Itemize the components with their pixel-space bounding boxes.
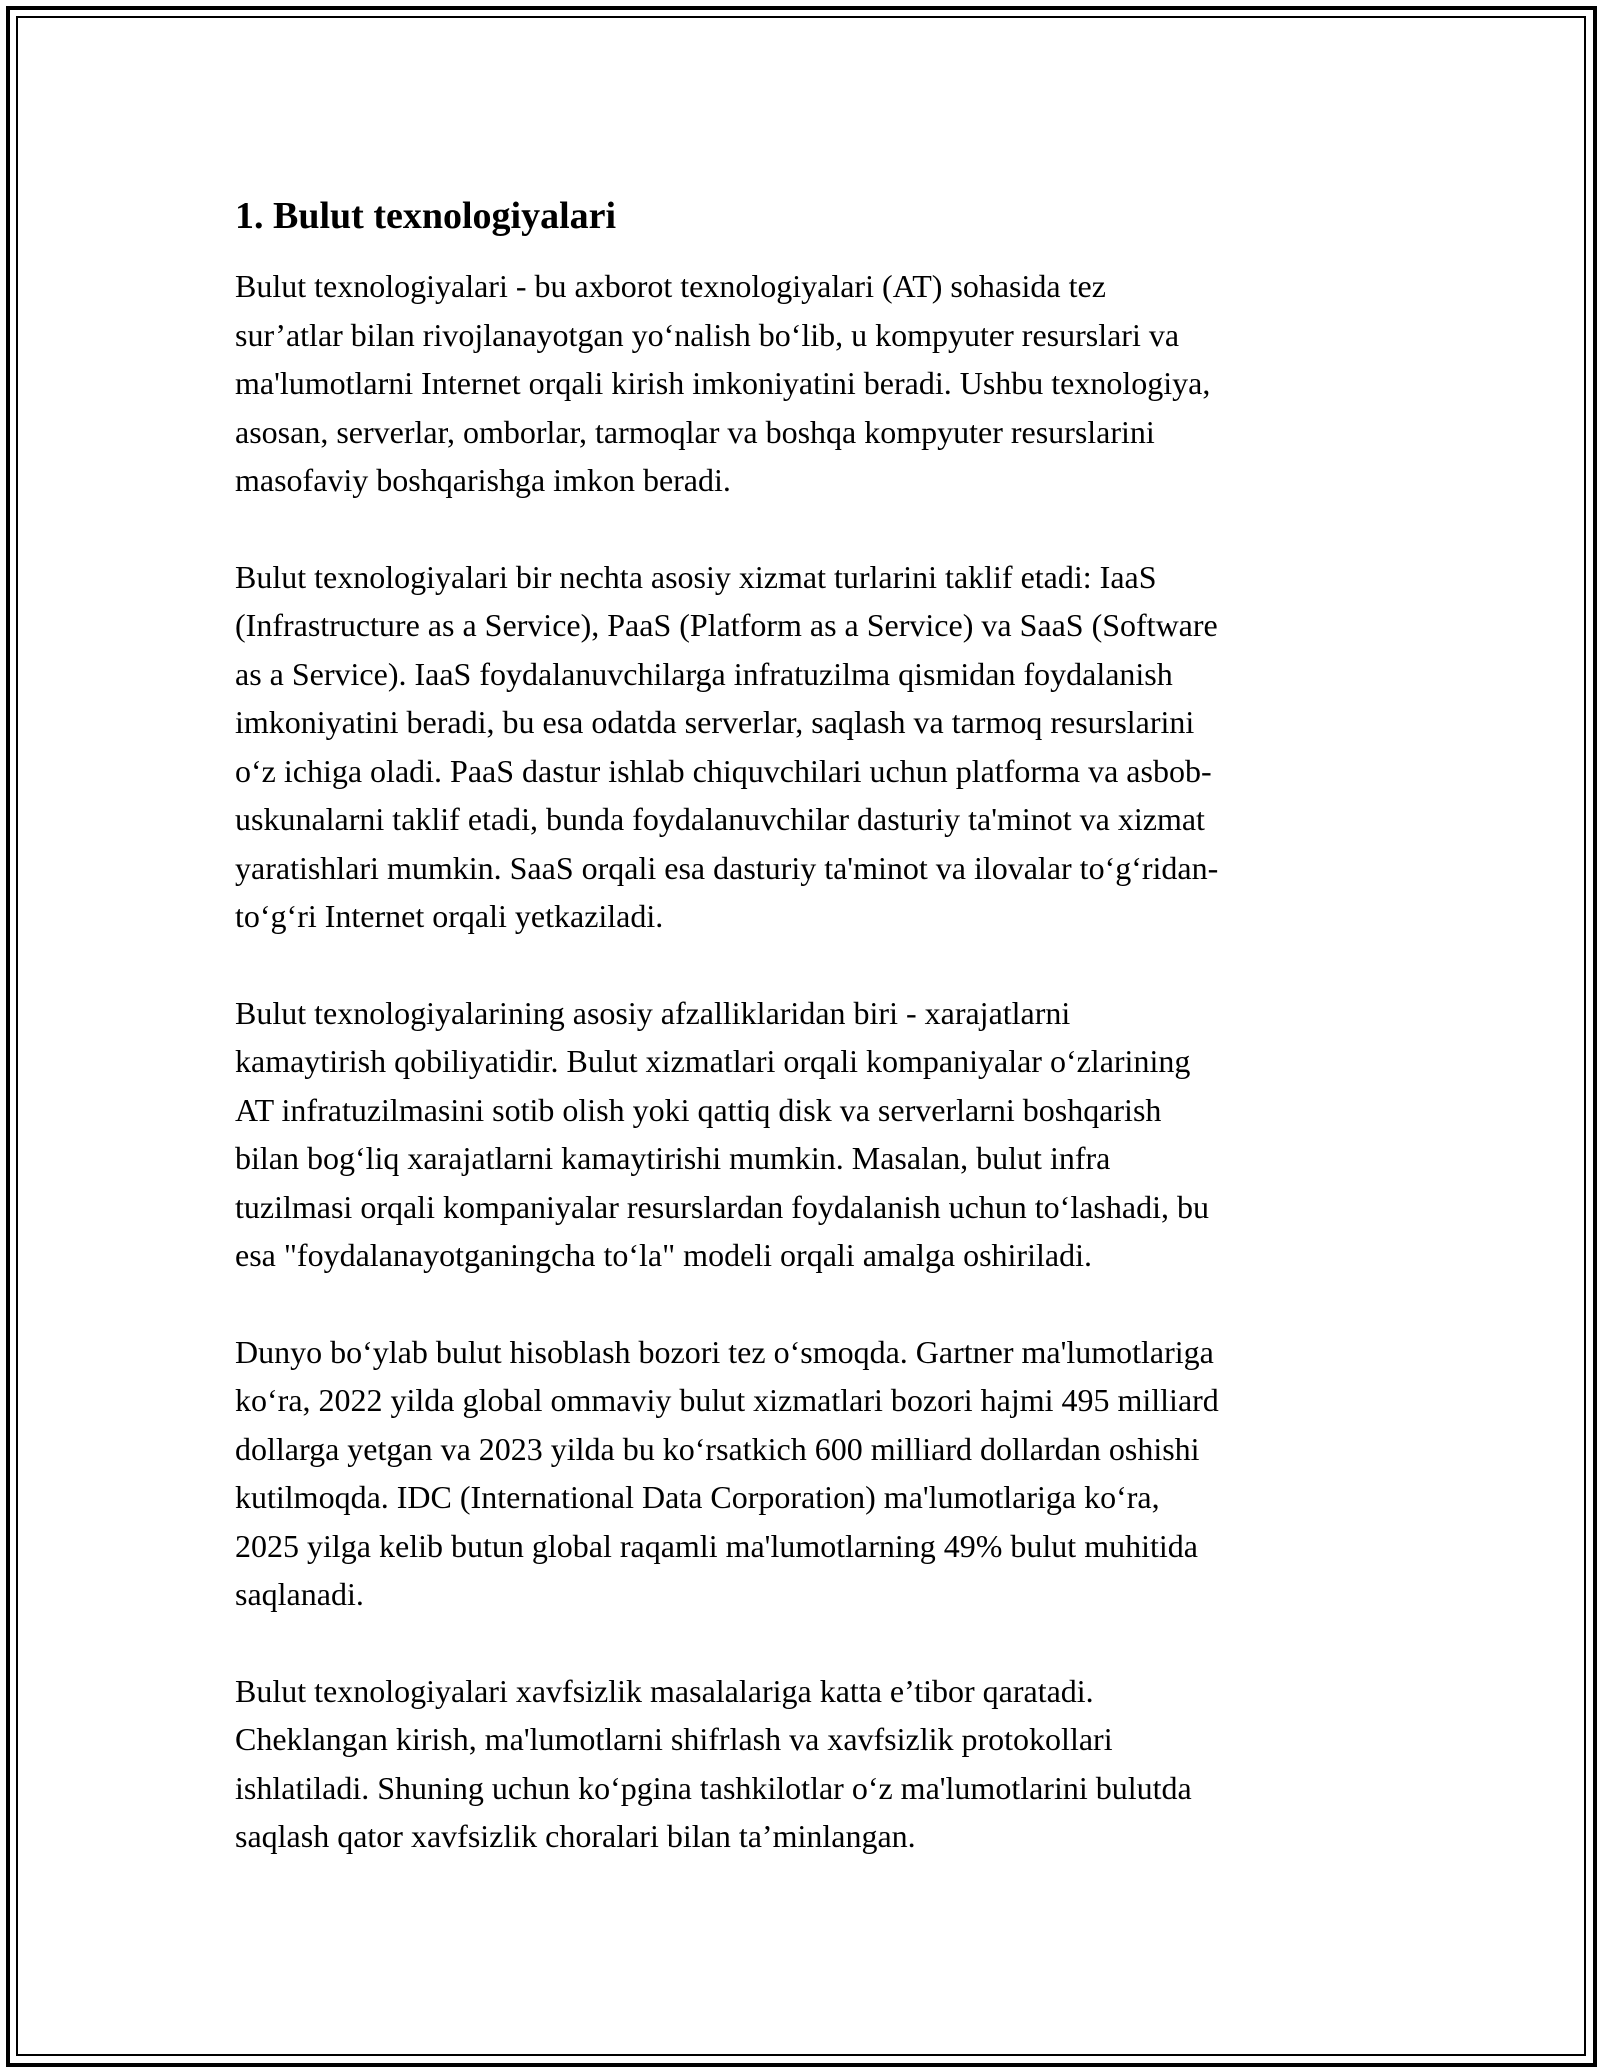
paragraph-security: Bulut texnologiyalari xavfsizlik masalalariga katta e’tibor qaratadi. Cheklangan kirish, ma'lumotlarni shifrlash va xavfsizlik protokollari ishlatiladi. Shuning uchun ko‘pgina tashkilotlar o‘z ma'lumotlarini bulutda saqlash qator xavfsizlik choralari bilan ta’minlangan. <box>235 1672 1192 1854</box>
paragraph-market-growth: Dunyo bo‘ylab bulut hisoblash bozori tez o‘smoqda. Gartner ma'lumotlariga ko‘ra, 2022 yilda global ommaviy bulut xizmatlari bozori hajmi 495 milliard dollarga yetgan va 2023 yilda bu ko‘rsatkich 600 milliard dollardan oshishi kutilmoqda. IDC (International Data Corporation) ma'lumotlariga ko‘ra, 2025 yilga kelib butun global raqamli ma'lumotlarning 49% bulut muhitida saqlanadi. <box>235 1333 1219 1612</box>
section-heading: 1. Bulut texnologiyalari <box>235 195 617 237</box>
document-body <box>235 180 1365 1909</box>
paragraph-cost-benefits: Bulut texnologiyalarining asosiy afzalliklaridan biri - xarajatlarni kamaytirish qobiliyatidir. Bulut xizmatlari orqali kompaniyalar o‘zlarining AT infratuzilmasini sotib olish yoki qattiq disk va serverlarni boshqarish bilan bog‘liq xarajatlarni kamaytirishi mumkin. Masalan, bulut infra tuzilmasi orqali kompaniyalar resurslardan foydalanish uchun to‘lashadi, bu esa "foydalanayotganingcha to‘la" modeli orqali amalga oshiriladi. <box>235 994 1209 1273</box>
paragraph-service-models: Bulut texnologiyalari bir nechta asosiy xizmat turlarini taklif etadi: IaaS (Infrastructure as a Service), PaaS (Platform as a Service) va SaaS (Software as a Service). IaaS foydalanuvchilarga infratuzilma qismidan foydalanish imkoniyatini beradi, bu esa odatda serverlar, saqlash va tarmoq resurslarini o‘z ichiga oladi. PaaS dastur ishlab chiquvchilari uchun platforma va asbob- uskunalarni taklif etadi, bunda foydalanuvchilar dasturiy ta'minot va xizmat yaratishlari mumkin. SaaS orqali esa dasturiy ta'minot va ilovalar to‘g‘ridan- to‘g‘ri Internet orqali yetkaziladi. <box>235 558 1219 934</box>
paragraph-intro: Bulut texnologiyalari - bu axborot texnologiyalari (AT) sohasida tez sur’atlar bilan rivojlanayotgan yo‘nalish bo‘lib, u kompyuter resurslari va ma'lumotlarni Internet orqali kirish imkoniyatini beradi. Ushbu texnologiya, asosan, serverlar, omborlar, tarmoqlar va boshqa kompyuter resurslarini masofaviy boshqarishga imkon beradi. <box>235 268 1211 498</box>
